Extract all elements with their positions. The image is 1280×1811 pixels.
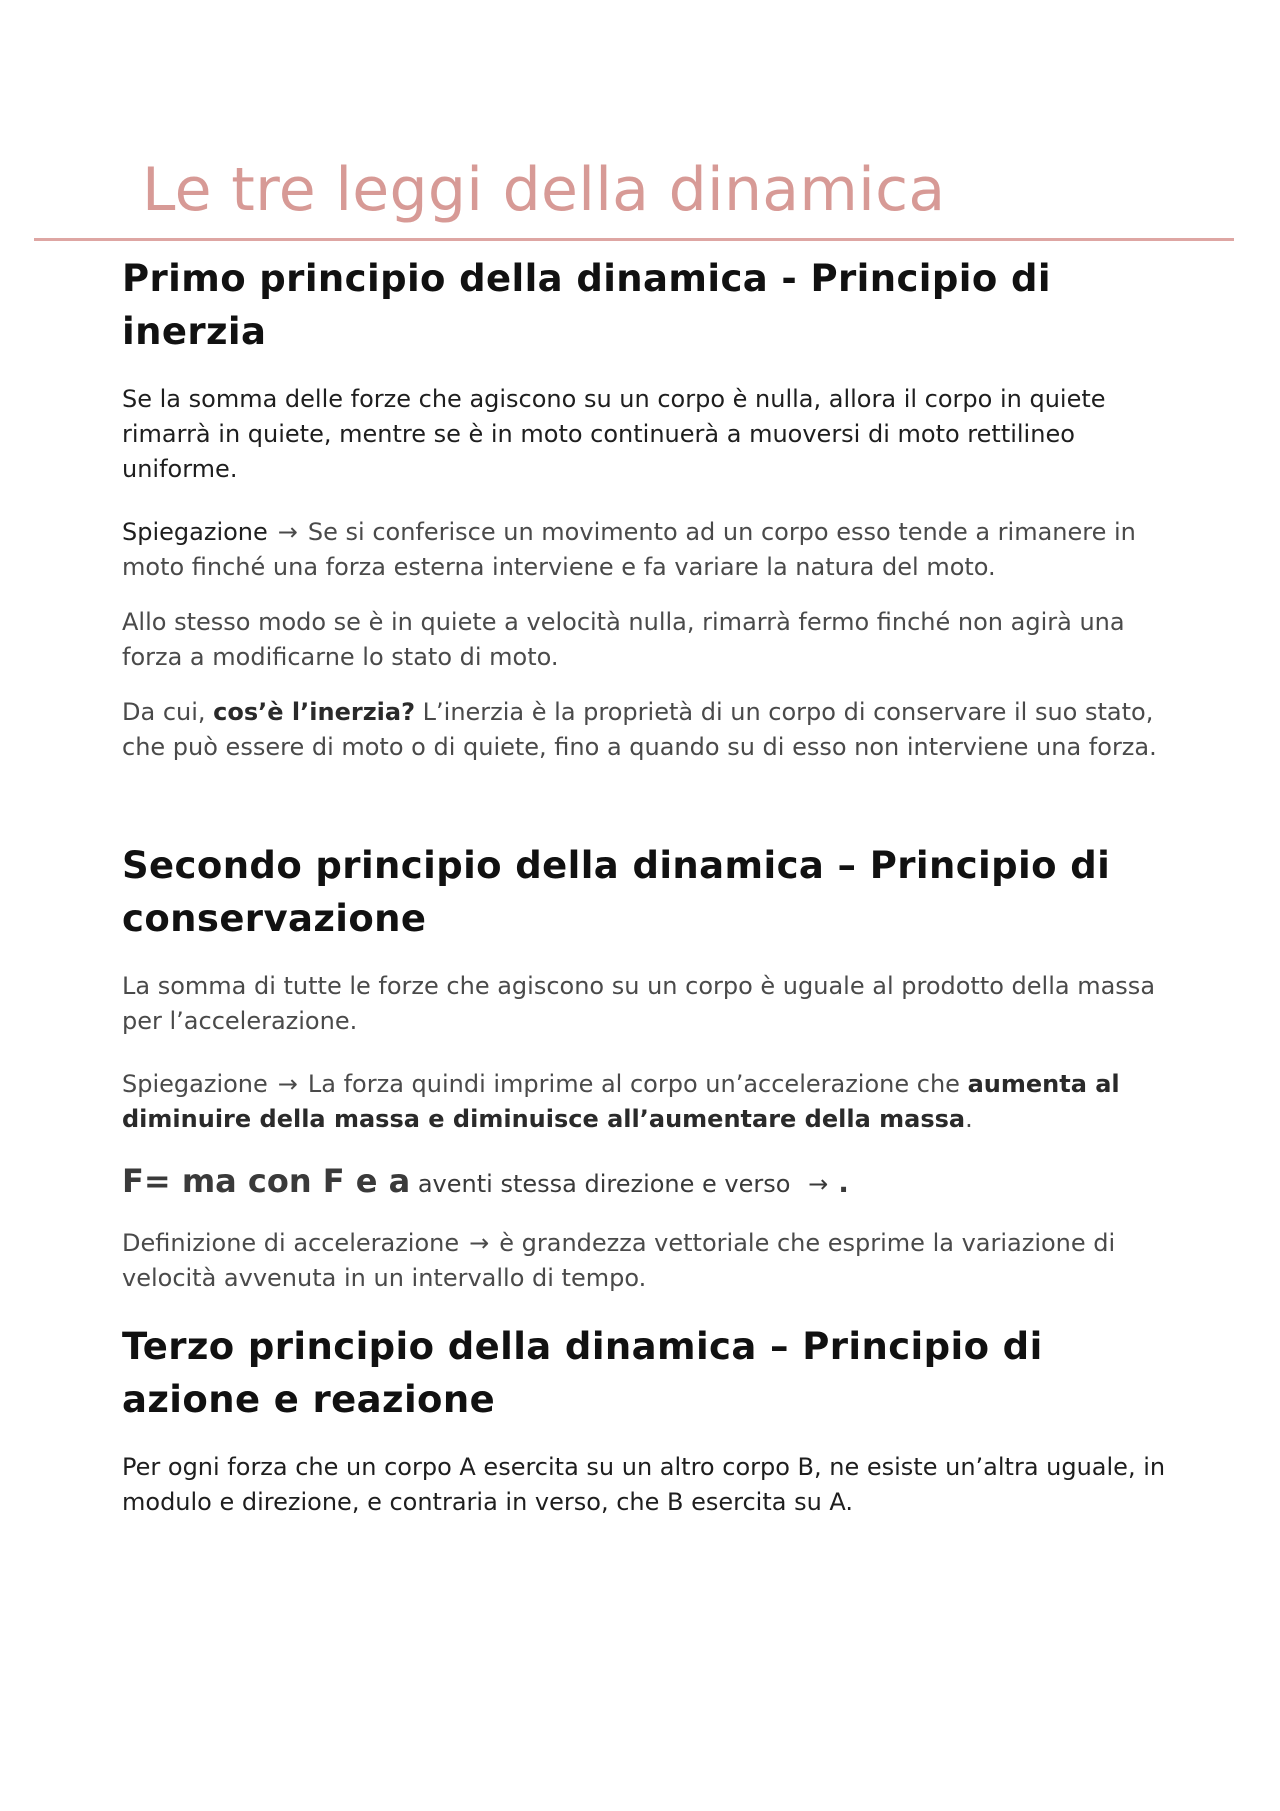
explanation-end: . — [965, 1105, 973, 1133]
section-first-law — [122, 252, 1182, 765]
explanation-bold: aumenta al diminuire della massa e diminuisce all’aumentare della massa — [122, 1070, 1120, 1133]
formula-end: . — [838, 1166, 849, 1199]
document-title: Le tre leggi della dinamica — [142, 155, 946, 225]
inertia-question: cos’è l’inerzia? — [213, 698, 416, 726]
law-statement: Se la somma delle forze che agiscono su un corpo è nulla, allora il corpo in quiete rimarrà in quiete, mentre se è in moto continuerà a muoversi di moto rettilineo uniforme. — [122, 385, 1106, 483]
explanation-label: Spiegazione — [122, 518, 268, 546]
inertia-answer: L’inerzia è la proprietà di un corpo di conservare il suo stato, che può essere di moto o di quiete, fino a quando su di esso non interviene una forza. — [122, 698, 1157, 761]
explanation-label: Spiegazione — [122, 1070, 268, 1098]
inertia-intro: Da cui, — [122, 698, 206, 726]
definition-paragraph — [122, 1226, 1182, 1296]
arrow-icon: → — [808, 1170, 829, 1198]
document-body — [122, 252, 1182, 1520]
explanation-paragraph — [122, 515, 1182, 585]
definition-text: è grandezza vettoriale che esprime la variazione di velocità avvenuta in un intervallo di tempo. — [122, 1229, 1116, 1292]
formula: F= ma con F e a — [122, 1162, 411, 1200]
section-second-law — [122, 839, 1182, 1296]
law-statement: Per ogni forza che un corpo A esercita su un altro corpo B, ne esiste un’altra uguale, in modulo e direzione, e contraria in verso, che B esercita su A. — [122, 1453, 1166, 1516]
arrow-icon: → — [277, 518, 298, 546]
definition-label: Definizione di accelerazione — [122, 1229, 460, 1257]
law-statement: La somma di tutte le forze che agiscono su un corpo è uguale al prodotto della massa per l’accelerazione. — [122, 972, 1156, 1035]
section-heading: Primo principio della dinamica - Principio di inerzia — [122, 257, 1051, 353]
formula-text: aventi stessa direzione e verso — [417, 1170, 791, 1198]
explanation-text: La forza quindi imprime al corpo un’accelerazione che — [307, 1070, 960, 1098]
section-heading: Secondo principio della dinamica – Principio di conservazione — [122, 844, 1111, 940]
explanation-text: Se si conferisce un movimento ad un corpo esso tende a rimanere in moto finché una forza esterna interviene e fa variare la natura del moto. — [122, 518, 1136, 581]
paragraph: Allo stesso modo se è in quiete a velocità nulla, rimarrà fermo finché non agirà una forza a modificarne lo stato di moto. — [122, 608, 1125, 671]
inertia-paragraph — [122, 695, 1182, 765]
section-heading: Terzo principio della dinamica – Principio di azione e reazione — [122, 1325, 1043, 1421]
arrow-icon: → — [469, 1229, 490, 1257]
arrow-icon: → — [277, 1070, 298, 1098]
title-underline — [34, 238, 1234, 241]
formula-line — [122, 1161, 1182, 1204]
section-third-law — [122, 1320, 1182, 1520]
explanation-paragraph — [122, 1067, 1182, 1137]
